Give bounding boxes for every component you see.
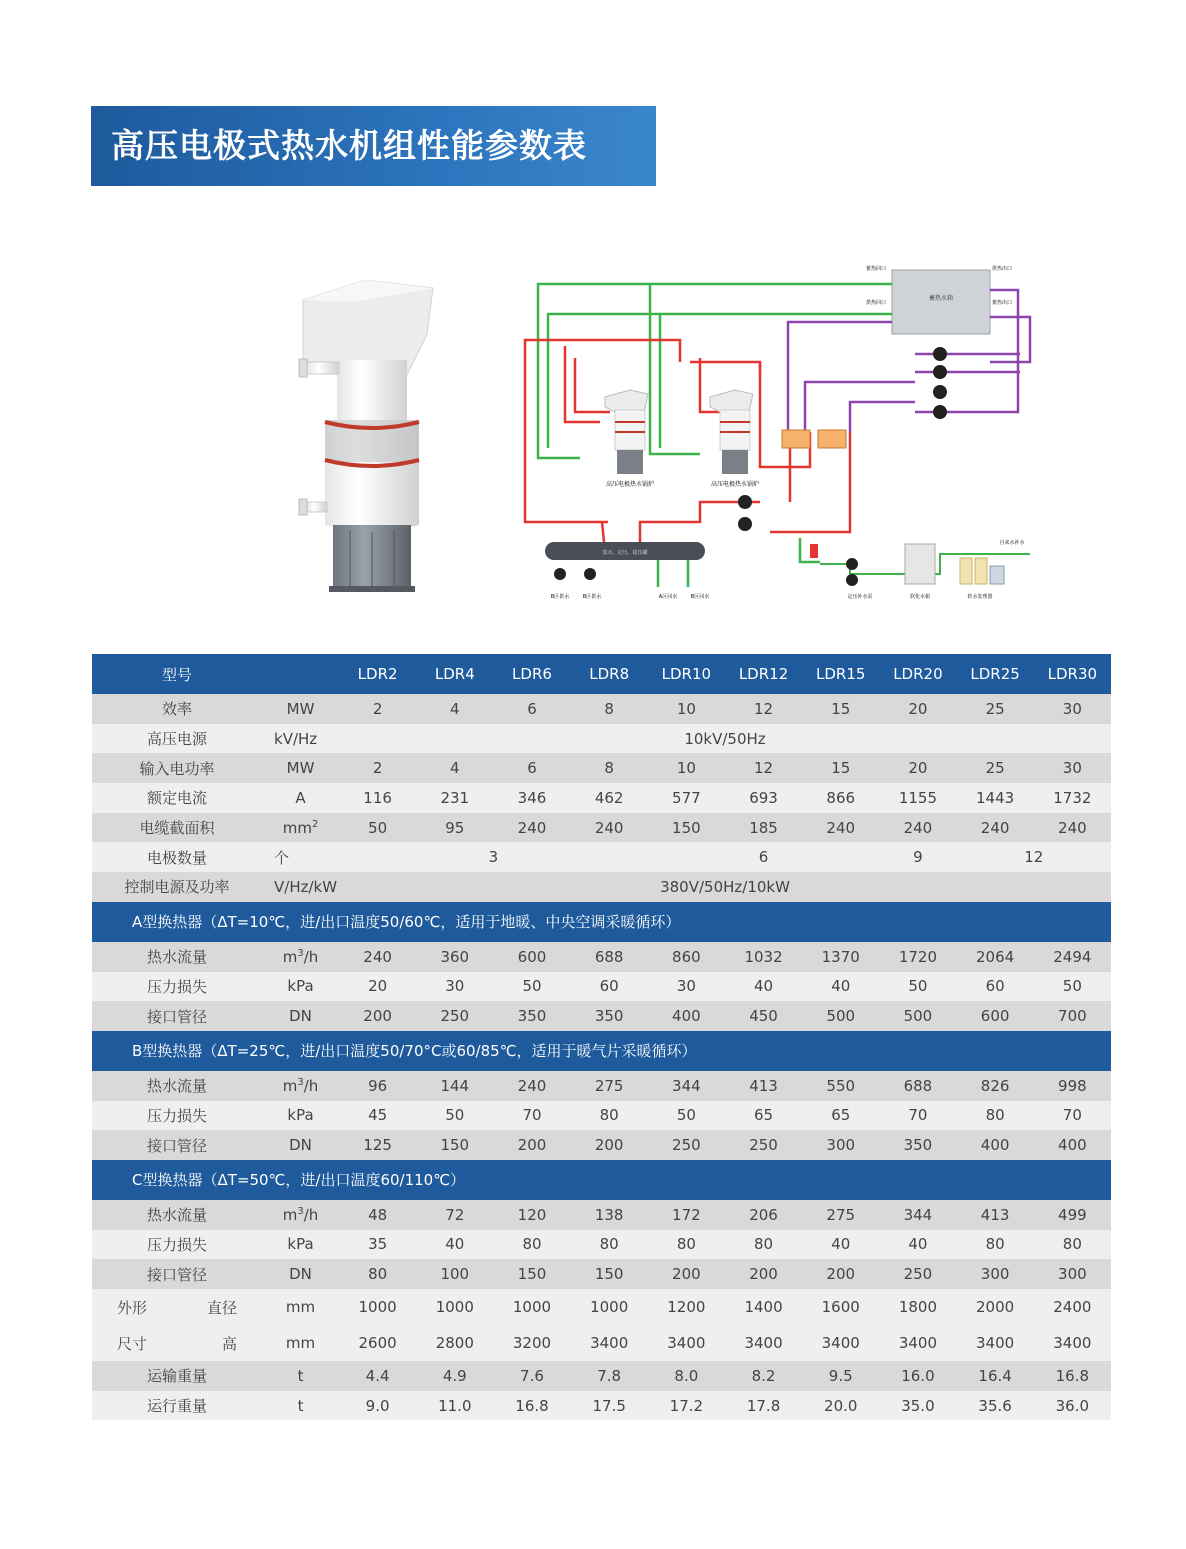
value-cell: 10 — [648, 753, 725, 783]
value-cell: 2 — [339, 694, 416, 724]
a1-label: A区回水 — [658, 594, 678, 600]
value-cell: 1032 — [725, 942, 802, 972]
value-cell: 12 — [725, 694, 802, 724]
header-unit — [262, 654, 339, 694]
unit-cell: A — [262, 783, 339, 813]
value-cell: 4 — [416, 694, 493, 724]
value-cell: 462 — [571, 783, 648, 813]
value-cell: 4 — [416, 753, 493, 783]
value-cell: 35.0 — [879, 1391, 956, 1421]
value-cell: 70 — [493, 1101, 570, 1131]
group-value: 6 — [648, 842, 880, 872]
unit-cell: kPa — [262, 1230, 339, 1260]
value-cell: 200 — [725, 1259, 802, 1289]
value-cell: 360 — [416, 942, 493, 972]
unit-cell: DN — [262, 1259, 339, 1289]
value-cell: 450 — [725, 1001, 802, 1031]
value-cell: 16.8 — [1034, 1361, 1111, 1391]
value-cell: 150 — [648, 813, 725, 843]
row-name: 运输重量 — [92, 1361, 262, 1391]
value-cell: 1000 — [493, 1289, 570, 1325]
value-cell: 3400 — [725, 1325, 802, 1361]
row-name: 额定电流 — [92, 783, 262, 813]
value-cell: 50 — [879, 972, 956, 1002]
unit-cell: $m^3/h$ — [262, 1200, 339, 1230]
value-cell: 50 — [493, 972, 570, 1002]
value-cell: 12 — [725, 753, 802, 783]
value-cell: 240 — [493, 1071, 570, 1101]
value-cell: 25 — [957, 753, 1034, 783]
unit-cell: DN — [262, 1001, 339, 1031]
value-cell: 1000 — [571, 1289, 648, 1325]
table-row — [92, 872, 1111, 902]
unit-sup: 3 — [297, 1205, 304, 1217]
unit-sup: 3 — [297, 1076, 304, 1088]
value-cell: 346 — [493, 783, 570, 813]
unit-cell: kV/Hz — [262, 724, 339, 754]
b1-label: B区供水 — [550, 594, 570, 600]
header-name: 型号 — [92, 654, 262, 694]
value-cell: 1400 — [725, 1289, 802, 1325]
a2-label: B区回水 — [690, 594, 710, 600]
span-value: 380V/50Hz/10kW — [339, 872, 1111, 902]
row-name: 电极数量 — [92, 842, 262, 872]
row-name: 热水流量 — [92, 942, 262, 972]
value-cell: 150 — [416, 1130, 493, 1160]
value-cell: 80 — [571, 1101, 648, 1131]
value-cell: 30 — [1034, 694, 1111, 724]
table-row — [92, 1101, 1111, 1131]
value-cell: 185 — [725, 813, 802, 843]
value-cell: 8.2 — [725, 1361, 802, 1391]
unit-cell: kPa — [262, 972, 339, 1002]
value-cell: 40 — [416, 1230, 493, 1260]
row-name: 运行重量 — [92, 1391, 262, 1421]
table-row — [92, 1130, 1111, 1160]
value-cell: 72 — [416, 1200, 493, 1230]
value-cell: 200 — [648, 1259, 725, 1289]
heat-exchanger-1 — [782, 430, 810, 448]
value-cell: 15 — [802, 753, 879, 783]
value-cell: 65 — [802, 1101, 879, 1131]
value-cell: 30 — [1034, 753, 1111, 783]
unit-cell: DN — [262, 1130, 339, 1160]
row-name: 输入电功率 — [92, 753, 262, 783]
unit-cell: $m^3/h$ — [262, 942, 339, 972]
value-cell: 1000 — [339, 1289, 416, 1325]
value-cell: 16.8 — [493, 1391, 570, 1421]
value-cell: 3400 — [648, 1325, 725, 1361]
group-value: 3 — [339, 842, 648, 872]
value-cell: 600 — [957, 1001, 1034, 1031]
model-header: LDR30 — [1034, 654, 1111, 694]
row-name: 压力损失 — [92, 1230, 262, 1260]
value-cell: 30 — [648, 972, 725, 1002]
unit-sup: 2 — [311, 818, 319, 830]
value-cell: 240 — [493, 813, 570, 843]
soft-water-tank — [905, 544, 935, 584]
value-cell: 250 — [648, 1130, 725, 1160]
expansion-tank — [810, 544, 818, 558]
unit-cell: $mm^2$ — [262, 813, 339, 843]
value-cell: 1155 — [879, 783, 956, 813]
row-name: 热水流量 — [92, 1071, 262, 1101]
dims-label — [92, 1289, 262, 1325]
value-cell: 60 — [571, 972, 648, 1002]
value-cell: 300 — [1034, 1259, 1111, 1289]
unit-cell: $m^3/h$ — [262, 1071, 339, 1101]
row-name: 接口管径 — [92, 1259, 262, 1289]
value-cell: 9.5 — [802, 1361, 879, 1391]
boiler-illustration — [295, 280, 445, 605]
value-cell: 48 — [339, 1200, 416, 1230]
value-cell: 300 — [802, 1130, 879, 1160]
value-cell: 231 — [416, 783, 493, 813]
value-cell: 40 — [802, 972, 879, 1002]
value-cell: 3400 — [957, 1325, 1034, 1361]
table-row — [92, 1200, 1111, 1230]
table-row — [92, 972, 1111, 1002]
value-cell: 80 — [957, 1101, 1034, 1131]
model-header: LDR8 — [571, 654, 648, 694]
value-cell: 500 — [879, 1001, 956, 1031]
row-name: 压力损失 — [92, 972, 262, 1002]
value-cell: 80 — [957, 1230, 1034, 1260]
table-row — [92, 1289, 1111, 1325]
unit-cell: t — [262, 1361, 339, 1391]
value-cell: 499 — [1034, 1200, 1111, 1230]
value-cell: 400 — [1034, 1130, 1111, 1160]
value-cell: 20 — [879, 753, 956, 783]
value-cell: 80 — [725, 1230, 802, 1260]
value-cell: 413 — [725, 1071, 802, 1101]
section-row-a — [92, 902, 1111, 942]
value-cell: 3400 — [802, 1325, 879, 1361]
group-value: 12 — [957, 842, 1111, 872]
section-row-c — [92, 1160, 1111, 1200]
model-header: LDR12 — [725, 654, 802, 694]
value-cell: 150 — [571, 1259, 648, 1289]
value-cell: 80 — [339, 1259, 416, 1289]
model-header: LDR2 — [339, 654, 416, 694]
value-cell: 20 — [879, 694, 956, 724]
value-cell: 8 — [571, 694, 648, 724]
value-cell: 1720 — [879, 942, 956, 972]
model-header: LDR6 — [493, 654, 570, 694]
value-cell: 50 — [416, 1101, 493, 1131]
value-cell: 3200 — [493, 1325, 570, 1361]
value-cell: 144 — [416, 1071, 493, 1101]
value-cell: 300 — [957, 1259, 1034, 1289]
value-cell: 206 — [725, 1200, 802, 1230]
storage-tank — [892, 270, 990, 334]
value-cell: 2400 — [1034, 1289, 1111, 1325]
model-header: LDR15 — [802, 654, 879, 694]
value-cell: 2600 — [339, 1325, 416, 1361]
table-row — [92, 1361, 1111, 1391]
value-cell: 7.8 — [571, 1361, 648, 1391]
value-cell: 344 — [648, 1071, 725, 1101]
dims-label-1: 外形 — [117, 1298, 148, 1317]
tank-label-tl: 蓄热回口 — [865, 266, 887, 272]
value-cell: 36.0 — [1034, 1391, 1111, 1421]
value-cell: 45 — [339, 1101, 416, 1131]
value-cell: 2064 — [957, 942, 1034, 972]
value-cell: 693 — [725, 783, 802, 813]
value-cell: 100 — [416, 1259, 493, 1289]
value-cell: 866 — [802, 783, 879, 813]
tank-label-tr: 供热出口 — [991, 266, 1013, 272]
model-header: LDR20 — [879, 654, 956, 694]
value-cell: 200 — [571, 1130, 648, 1160]
value-cell: 240 — [339, 942, 416, 972]
unit-cell: MW — [262, 753, 339, 783]
page-title: 高压电极式热水机组性能参数表 — [111, 126, 587, 165]
softener-label: 软水处理器 — [967, 594, 993, 600]
system-diagram — [520, 262, 1040, 607]
pump-group-label: 定压补水泵 — [847, 594, 873, 600]
value-cell: 95 — [416, 813, 493, 843]
row-name: 接口管径 — [92, 1001, 262, 1031]
value-cell: 4.9 — [416, 1361, 493, 1391]
value-cell: 500 — [802, 1001, 879, 1031]
value-cell: 275 — [802, 1200, 879, 1230]
value-cell: 40 — [725, 972, 802, 1002]
value-cell: 35.6 — [957, 1391, 1034, 1421]
row-name: 热水流量 — [92, 1200, 262, 1230]
value-cell: 20.0 — [802, 1391, 879, 1421]
value-cell: 860 — [648, 942, 725, 972]
value-cell: 6 — [493, 694, 570, 724]
unit-cell: kPa — [262, 1101, 339, 1131]
table-row — [92, 1230, 1111, 1260]
value-cell: 400 — [957, 1130, 1034, 1160]
value-cell: 50 — [648, 1101, 725, 1131]
unit-cell: mm — [262, 1325, 339, 1361]
value-cell: 550 — [802, 1071, 879, 1101]
value-cell: 998 — [1034, 1071, 1111, 1101]
value-cell: 138 — [571, 1200, 648, 1230]
value-cell: 16.4 — [957, 1361, 1034, 1391]
row-name: 高压电源 — [92, 724, 262, 754]
title-banner — [91, 106, 656, 186]
span-value: 10kV/50Hz — [339, 724, 1111, 754]
value-cell: 577 — [648, 783, 725, 813]
section-title: C型换热器（ΔT=50℃，进/出口温度60/110℃） — [92, 1160, 1111, 1200]
value-cell: 96 — [339, 1071, 416, 1101]
value-cell: 80 — [493, 1230, 570, 1260]
value-cell: 1600 — [802, 1289, 879, 1325]
boiler2-label: 高压电极热水锅炉 — [710, 481, 760, 488]
value-cell: 1370 — [802, 942, 879, 972]
value-cell: 4.4 — [339, 1361, 416, 1391]
value-cell: 200 — [339, 1001, 416, 1031]
value-cell: 1200 — [648, 1289, 725, 1325]
unit-cell: MW — [262, 694, 339, 724]
dims-label-2: 尺寸 — [117, 1334, 148, 1353]
value-cell: 250 — [416, 1001, 493, 1031]
mini-boiler-1 — [605, 390, 648, 474]
unit-cell: t — [262, 1391, 339, 1421]
value-cell: 7.6 — [493, 1361, 570, 1391]
table-row — [92, 1001, 1111, 1031]
value-cell: 116 — [339, 783, 416, 813]
value-cell: 50 — [339, 813, 416, 843]
table-row — [92, 1325, 1111, 1361]
value-cell: 1800 — [879, 1289, 956, 1325]
row-name: 控制电源及功率 — [92, 872, 262, 902]
value-cell: 3400 — [1034, 1325, 1111, 1361]
value-cell: 826 — [957, 1071, 1034, 1101]
heat-exchanger-2 — [818, 430, 846, 448]
value-cell: 9.0 — [339, 1391, 416, 1421]
value-cell: 250 — [725, 1130, 802, 1160]
dims-sub-1: 直径 — [206, 1298, 237, 1317]
unit-cell: mm — [262, 1289, 339, 1325]
table-row — [92, 724, 1111, 754]
value-cell: 8.0 — [648, 1361, 725, 1391]
value-cell: 350 — [879, 1130, 956, 1160]
table-row — [92, 783, 1111, 813]
value-cell: 688 — [571, 942, 648, 972]
value-cell: 10 — [648, 694, 725, 724]
value-cell: 16.0 — [879, 1361, 956, 1391]
mini-boiler-2 — [710, 390, 753, 474]
row-name: 压力损失 — [92, 1101, 262, 1131]
value-cell: 350 — [571, 1001, 648, 1031]
unit-sup: 3 — [297, 947, 304, 959]
group-value: 9 — [879, 842, 956, 872]
value-cell: 60 — [957, 972, 1034, 1002]
tank-label: 蓄热水箱 — [928, 295, 954, 302]
value-cell: 40 — [879, 1230, 956, 1260]
value-cell: 3400 — [571, 1325, 648, 1361]
table-row — [92, 694, 1111, 724]
row-name: 电缆截面积 — [92, 813, 262, 843]
row-name: 接口管径 — [92, 1130, 262, 1160]
model-header: LDR25 — [957, 654, 1034, 694]
table-row — [92, 813, 1111, 843]
soft-tank-label: 软化水箱 — [909, 594, 931, 600]
makeup-label: 自来水补水 — [999, 540, 1025, 546]
value-cell: 600 — [493, 942, 570, 972]
value-cell: 344 — [879, 1200, 956, 1230]
value-cell: 150 — [493, 1259, 570, 1289]
value-cell: 200 — [493, 1130, 570, 1160]
value-cell: 8 — [571, 753, 648, 783]
value-cell: 30 — [416, 972, 493, 1002]
row-name: 效率 — [92, 694, 262, 724]
section-title: B型换热器（ΔT=25℃，进/出口温度50/70°C或60/85℃，适用于暖气片采暖循环） — [92, 1031, 1111, 1071]
value-cell: 70 — [879, 1101, 956, 1131]
value-cell: 3400 — [879, 1325, 956, 1361]
table-row — [92, 1391, 1111, 1421]
value-cell: 172 — [648, 1200, 725, 1230]
b2-label: B区供水 — [582, 594, 602, 600]
tank-label-mr: 蓄热出口 — [991, 300, 1013, 306]
value-cell: 240 — [879, 813, 956, 843]
value-cell: 2 — [339, 753, 416, 783]
section-row-b — [92, 1031, 1111, 1071]
value-cell: 240 — [1034, 813, 1111, 843]
value-cell: 17.8 — [725, 1391, 802, 1421]
model-header: LDR10 — [648, 654, 725, 694]
tank-label-ml: 供热回口 — [865, 300, 887, 306]
value-cell: 17.5 — [571, 1391, 648, 1421]
value-cell: 1732 — [1034, 783, 1111, 813]
value-cell: 275 — [571, 1071, 648, 1101]
unit-cell: 个 — [262, 842, 339, 872]
value-cell: 240 — [571, 813, 648, 843]
value-cell: 120 — [493, 1200, 570, 1230]
value-cell: 80 — [1034, 1230, 1111, 1260]
value-cell: 1000 — [416, 1289, 493, 1325]
value-cell: 20 — [339, 972, 416, 1002]
value-cell: 17.2 — [648, 1391, 725, 1421]
value-cell: 240 — [957, 813, 1034, 843]
value-cell: 11.0 — [416, 1391, 493, 1421]
value-cell: 2494 — [1034, 942, 1111, 972]
value-cell: 400 — [648, 1001, 725, 1031]
table-row — [92, 753, 1111, 783]
dims-label — [92, 1325, 262, 1361]
value-cell: 35 — [339, 1230, 416, 1260]
boiler1-label: 高压电极热水锅炉 — [605, 481, 655, 488]
section-title: A型换热器（ΔT=10℃，进/出口温度50/60℃，适用于地暖、中央空调采暖循环） — [92, 902, 1111, 942]
value-cell: 80 — [571, 1230, 648, 1260]
table-row — [92, 942, 1111, 972]
value-cell: 2000 — [957, 1289, 1034, 1325]
model-header: LDR4 — [416, 654, 493, 694]
value-cell: 200 — [802, 1259, 879, 1289]
value-cell: 65 — [725, 1101, 802, 1131]
value-cell: 6 — [493, 753, 570, 783]
value-cell: 2800 — [416, 1325, 493, 1361]
value-cell: 1443 — [957, 783, 1034, 813]
value-cell: 413 — [957, 1200, 1034, 1230]
header-row — [92, 654, 1111, 694]
value-cell: 700 — [1034, 1001, 1111, 1031]
value-cell: 250 — [879, 1259, 956, 1289]
unit-cell: V/Hz/kW — [262, 872, 339, 902]
value-cell: 688 — [879, 1071, 956, 1101]
value-cell: 70 — [1034, 1101, 1111, 1131]
value-cell: 125 — [339, 1130, 416, 1160]
spec-table — [92, 654, 1111, 1420]
table-row — [92, 1259, 1111, 1289]
value-cell: 350 — [493, 1001, 570, 1031]
value-cell: 50 — [1034, 972, 1111, 1002]
value-cell: 15 — [802, 694, 879, 724]
value-cell: 25 — [957, 694, 1034, 724]
table-row — [92, 1071, 1111, 1101]
table-row — [92, 842, 1111, 872]
dims-sub-2: 高 — [221, 1334, 237, 1353]
value-cell: 40 — [802, 1230, 879, 1260]
header-tank-label: 集水、定压、稳压罐 — [602, 550, 648, 556]
value-cell: 80 — [648, 1230, 725, 1260]
value-cell: 240 — [802, 813, 879, 843]
